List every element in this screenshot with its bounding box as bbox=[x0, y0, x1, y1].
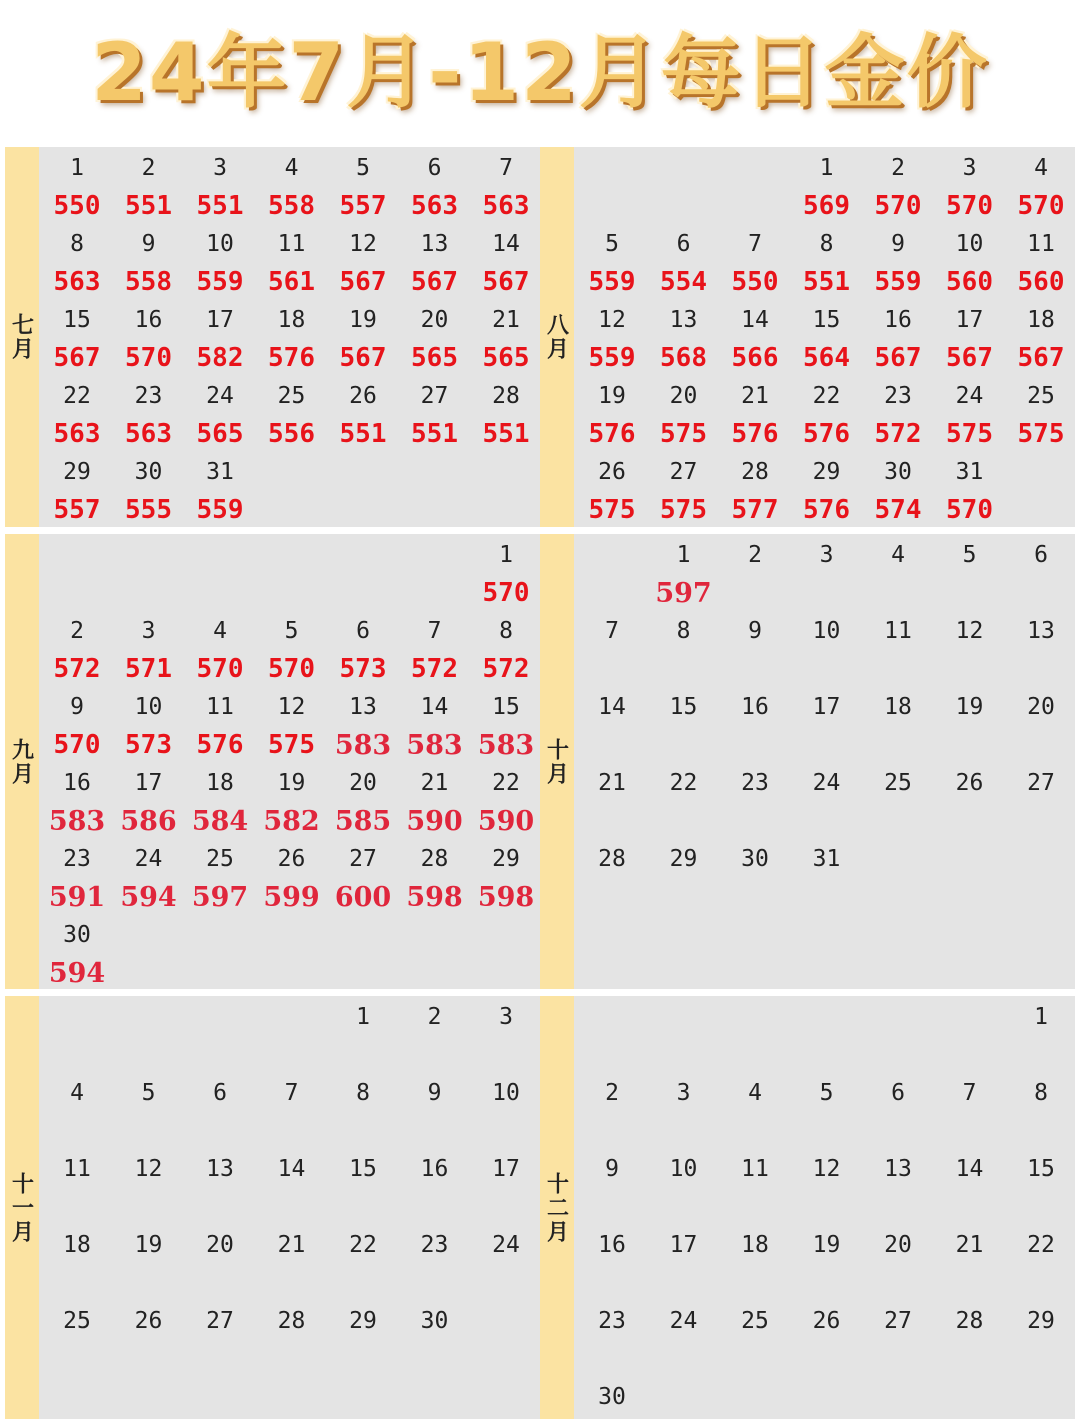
month-label-text: 十一月 bbox=[8, 1171, 35, 1244]
gold-price: 570 bbox=[196, 654, 244, 684]
day-number: 15 bbox=[812, 307, 841, 333]
day-number: 29 bbox=[349, 1308, 377, 1334]
day-number: 3 bbox=[141, 618, 156, 644]
day-number: 9 bbox=[70, 694, 84, 720]
day-number: 30 bbox=[598, 1384, 626, 1410]
day-number: 16 bbox=[420, 1156, 449, 1182]
gold-price: 560 bbox=[946, 267, 993, 297]
month-panel bbox=[540, 534, 1075, 989]
gold-price: 572 bbox=[482, 654, 530, 684]
gold-price: 584 bbox=[191, 806, 249, 837]
gold-price: 582 bbox=[196, 343, 244, 373]
day-number: 12 bbox=[812, 1156, 841, 1182]
gold-price: 565 bbox=[482, 343, 530, 373]
gold-price: 597 bbox=[655, 578, 712, 609]
day-number: 25 bbox=[741, 1308, 769, 1334]
gold-price: 575 bbox=[1017, 419, 1065, 449]
gold-price: 586 bbox=[120, 806, 177, 837]
day-number: 30 bbox=[741, 846, 769, 872]
gold-price: 551 bbox=[482, 419, 530, 449]
day-number: 6 bbox=[676, 231, 691, 257]
day-number: 3 bbox=[213, 155, 227, 181]
day-number: 10 bbox=[206, 231, 234, 257]
gold-price: 567 bbox=[339, 343, 387, 373]
day-number: 4 bbox=[1034, 155, 1048, 181]
day-number: 12 bbox=[277, 694, 306, 720]
day-number: 5 bbox=[284, 618, 299, 644]
day-number: 18 bbox=[206, 770, 234, 796]
day-number: 27 bbox=[349, 846, 377, 872]
day-number: 17 bbox=[812, 694, 841, 720]
gold-price: 594 bbox=[120, 882, 177, 913]
day-number: 7 bbox=[748, 231, 762, 257]
gold-price: 559 bbox=[196, 495, 244, 525]
month-label bbox=[540, 147, 574, 527]
day-number: 14 bbox=[277, 1156, 306, 1182]
day-number: 5 bbox=[605, 231, 619, 257]
day-number: 23 bbox=[63, 846, 91, 872]
day-number: 28 bbox=[598, 846, 626, 872]
day-number: 26 bbox=[598, 459, 626, 485]
day-number: 19 bbox=[349, 307, 377, 333]
day-number: 24 bbox=[134, 846, 163, 872]
gold-price: 575 bbox=[660, 495, 707, 525]
gold-price: 576 bbox=[588, 419, 636, 449]
month-panel bbox=[5, 147, 540, 527]
day-number: 14 bbox=[492, 231, 520, 257]
day-number: 29 bbox=[812, 459, 841, 485]
gold-price: 572 bbox=[53, 654, 101, 684]
gold-price: 582 bbox=[263, 806, 320, 837]
day-number: 7 bbox=[962, 1080, 977, 1106]
day-number: 6 bbox=[213, 1080, 227, 1106]
day-number: 2 bbox=[748, 542, 762, 568]
month-panel bbox=[540, 147, 1075, 527]
day-number: 23 bbox=[420, 1232, 449, 1258]
day-number: 3 bbox=[962, 155, 977, 181]
day-number: 12 bbox=[955, 618, 984, 644]
day-number: 11 bbox=[741, 1156, 769, 1182]
day-number: 29 bbox=[492, 846, 520, 872]
day-number: 26 bbox=[955, 770, 984, 796]
day-number: 15 bbox=[63, 307, 91, 333]
gold-price: 575 bbox=[588, 495, 636, 525]
gold-price: 559 bbox=[874, 267, 922, 297]
day-number: 19 bbox=[277, 770, 306, 796]
gold-price: 563 bbox=[53, 419, 101, 449]
day-number: 4 bbox=[284, 155, 299, 181]
day-number: 8 bbox=[499, 618, 513, 644]
day-number: 22 bbox=[63, 383, 91, 409]
day-number: 8 bbox=[819, 231, 834, 257]
gold-price: 563 bbox=[125, 419, 172, 449]
gold-price: 563 bbox=[411, 191, 458, 221]
gold-price: 583 bbox=[477, 730, 535, 761]
day-number: 2 bbox=[141, 155, 156, 181]
day-number: 27 bbox=[884, 1308, 912, 1334]
month-panel bbox=[540, 996, 1075, 1419]
day-number: 17 bbox=[492, 1156, 520, 1182]
day-number: 4 bbox=[748, 1080, 762, 1106]
gold-price: 560 bbox=[1017, 267, 1065, 297]
day-number: 12 bbox=[349, 231, 377, 257]
day-number: 5 bbox=[962, 542, 977, 568]
gold-price: 600 bbox=[334, 882, 392, 913]
day-number: 2 bbox=[70, 618, 84, 644]
day-number: 30 bbox=[134, 459, 163, 485]
month-label bbox=[5, 147, 39, 527]
gold-price: 563 bbox=[482, 191, 530, 221]
day-number: 8 bbox=[1034, 1080, 1048, 1106]
gold-price: 551 bbox=[339, 419, 387, 449]
gold-price: 563 bbox=[53, 267, 101, 297]
gold-price: 575 bbox=[268, 730, 315, 760]
day-number: 19 bbox=[955, 694, 984, 720]
day-number: 8 bbox=[70, 231, 84, 257]
day-number: 1 bbox=[356, 1004, 370, 1030]
gold-price: 551 bbox=[803, 267, 850, 297]
day-number: 16 bbox=[884, 307, 912, 333]
day-number: 25 bbox=[884, 770, 912, 796]
day-number: 7 bbox=[284, 1080, 299, 1106]
gold-price: 572 bbox=[874, 419, 922, 449]
gold-price: 594 bbox=[48, 958, 106, 989]
day-number: 13 bbox=[206, 1156, 234, 1182]
day-number: 10 bbox=[669, 1156, 698, 1182]
day-number: 13 bbox=[420, 231, 449, 257]
day-number: 20 bbox=[884, 1232, 912, 1258]
gold-price: 557 bbox=[53, 495, 101, 525]
day-number: 26 bbox=[277, 846, 306, 872]
day-number: 9 bbox=[748, 618, 762, 644]
gold-price: 583 bbox=[406, 730, 463, 761]
day-number: 21 bbox=[420, 770, 449, 796]
day-number: 24 bbox=[812, 770, 841, 796]
day-number: 8 bbox=[676, 618, 691, 644]
gold-price: 570 bbox=[268, 654, 315, 684]
day-number: 27 bbox=[669, 459, 698, 485]
day-number: 19 bbox=[598, 383, 626, 409]
gold-price: 559 bbox=[196, 267, 244, 297]
day-number: 4 bbox=[213, 618, 227, 644]
day-number: 11 bbox=[206, 694, 234, 720]
day-number: 2 bbox=[605, 1080, 619, 1106]
day-number: 19 bbox=[812, 1232, 841, 1258]
day-number: 21 bbox=[492, 307, 520, 333]
day-number: 27 bbox=[1027, 770, 1055, 796]
day-number: 20 bbox=[1027, 694, 1055, 720]
gold-price: 598 bbox=[477, 882, 535, 913]
gold-price: 551 bbox=[125, 191, 172, 221]
day-number: 15 bbox=[669, 694, 698, 720]
day-number: 18 bbox=[1027, 307, 1055, 333]
day-number: 29 bbox=[1027, 1308, 1055, 1334]
day-number: 5 bbox=[356, 155, 370, 181]
day-number: 5 bbox=[141, 1080, 156, 1106]
day-number: 1 bbox=[1034, 1004, 1048, 1030]
month-label-text: 八月 bbox=[543, 313, 570, 361]
day-number: 15 bbox=[349, 1156, 377, 1182]
page-title: 24年7月-12月每日金价 bbox=[91, 26, 989, 119]
day-number: 24 bbox=[492, 1232, 520, 1258]
day-number: 15 bbox=[1027, 1156, 1055, 1182]
gold-price: 567 bbox=[482, 267, 530, 297]
gold-price: 583 bbox=[48, 806, 106, 837]
gold-price: 583 bbox=[334, 730, 392, 761]
day-number: 21 bbox=[955, 1232, 984, 1258]
day-number: 26 bbox=[349, 383, 377, 409]
day-number: 25 bbox=[277, 383, 306, 409]
gold-price: 576 bbox=[268, 343, 315, 373]
gold-price: 597 bbox=[191, 882, 249, 913]
gold-price: 574 bbox=[874, 495, 922, 525]
day-number: 14 bbox=[598, 694, 626, 720]
month-label bbox=[5, 996, 39, 1419]
gold-price: 576 bbox=[196, 730, 244, 760]
day-number: 3 bbox=[819, 542, 834, 568]
gold-price: 555 bbox=[125, 495, 172, 525]
day-number: 5 bbox=[819, 1080, 834, 1106]
gold-price: 557 bbox=[339, 191, 387, 221]
day-number: 4 bbox=[891, 542, 905, 568]
day-number: 26 bbox=[134, 1308, 163, 1334]
gold-price: 567 bbox=[1017, 343, 1065, 373]
day-number: 24 bbox=[669, 1308, 698, 1334]
day-number: 30 bbox=[420, 1308, 449, 1334]
day-number: 10 bbox=[955, 231, 984, 257]
day-number: 28 bbox=[955, 1308, 984, 1334]
day-number: 7 bbox=[499, 155, 513, 181]
day-number: 16 bbox=[134, 307, 163, 333]
gold-price: 576 bbox=[803, 419, 850, 449]
day-number: 1 bbox=[819, 155, 834, 181]
day-number: 18 bbox=[741, 1232, 769, 1258]
gold-price: 550 bbox=[53, 191, 101, 221]
day-number: 26 bbox=[812, 1308, 841, 1334]
day-number: 6 bbox=[427, 155, 442, 181]
day-number: 23 bbox=[598, 1308, 626, 1334]
day-number: 17 bbox=[669, 1232, 698, 1258]
month-label bbox=[5, 534, 39, 989]
day-number: 17 bbox=[955, 307, 984, 333]
day-number: 22 bbox=[349, 1232, 377, 1258]
day-number: 11 bbox=[63, 1156, 91, 1182]
gold-price: 570 bbox=[53, 730, 101, 760]
month-label-text: 十月 bbox=[543, 737, 570, 786]
gold-price: 551 bbox=[411, 419, 458, 449]
day-number: 10 bbox=[134, 694, 163, 720]
day-number: 2 bbox=[891, 155, 905, 181]
day-number: 11 bbox=[277, 231, 306, 257]
day-number: 28 bbox=[492, 383, 520, 409]
gold-price: 550 bbox=[731, 267, 779, 297]
day-number: 14 bbox=[741, 307, 769, 333]
gold-price: 570 bbox=[125, 343, 172, 373]
day-number: 22 bbox=[812, 383, 841, 409]
month-panel bbox=[5, 534, 540, 989]
day-number: 28 bbox=[741, 459, 769, 485]
day-number: 7 bbox=[427, 618, 442, 644]
day-number: 21 bbox=[277, 1232, 306, 1258]
gold-price: 561 bbox=[268, 267, 315, 297]
day-number: 14 bbox=[420, 694, 449, 720]
day-number: 12 bbox=[134, 1156, 163, 1182]
day-number: 30 bbox=[63, 922, 91, 948]
gold-price: 554 bbox=[660, 267, 707, 297]
day-number: 11 bbox=[884, 618, 912, 644]
day-number: 13 bbox=[349, 694, 377, 720]
gold-price: 570 bbox=[946, 495, 993, 525]
gold-price: 576 bbox=[731, 419, 779, 449]
day-number: 22 bbox=[1027, 1232, 1055, 1258]
day-number: 1 bbox=[676, 542, 691, 568]
day-number: 13 bbox=[1027, 618, 1055, 644]
day-number: 2 bbox=[427, 1004, 442, 1030]
gold-price: 565 bbox=[196, 419, 244, 449]
day-number: 28 bbox=[277, 1308, 306, 1334]
gold-price: 575 bbox=[946, 419, 993, 449]
day-number: 31 bbox=[955, 459, 984, 485]
day-number: 20 bbox=[349, 770, 377, 796]
gold-price: 575 bbox=[660, 419, 707, 449]
gold-price: 559 bbox=[588, 343, 636, 373]
day-number: 16 bbox=[598, 1232, 626, 1258]
day-number: 20 bbox=[206, 1232, 234, 1258]
gold-price: 558 bbox=[268, 191, 315, 221]
month-label-text: 十二月 bbox=[543, 1171, 570, 1244]
day-number: 9 bbox=[141, 231, 156, 257]
day-number: 21 bbox=[598, 770, 626, 796]
gold-price: 598 bbox=[406, 882, 463, 913]
gold-price: 570 bbox=[946, 191, 993, 221]
month-label bbox=[540, 534, 574, 989]
month-panel bbox=[5, 996, 540, 1419]
day-number: 25 bbox=[1027, 383, 1055, 409]
gold-price: 573 bbox=[339, 654, 387, 684]
day-number: 27 bbox=[420, 383, 449, 409]
day-number: 31 bbox=[206, 459, 234, 485]
month-label-text: 九月 bbox=[8, 737, 35, 786]
day-number: 13 bbox=[669, 307, 698, 333]
gold-price: 559 bbox=[588, 267, 636, 297]
gold-price: 571 bbox=[125, 654, 172, 684]
day-number: 18 bbox=[884, 694, 912, 720]
day-number: 16 bbox=[63, 770, 91, 796]
day-number: 12 bbox=[598, 307, 626, 333]
day-number: 20 bbox=[669, 383, 698, 409]
gold-price: 590 bbox=[406, 806, 463, 837]
gold-price: 551 bbox=[196, 191, 244, 221]
gold-price: 569 bbox=[803, 191, 850, 221]
day-number: 9 bbox=[605, 1156, 619, 1182]
day-number: 6 bbox=[356, 618, 370, 644]
day-number: 15 bbox=[492, 694, 520, 720]
day-number: 10 bbox=[812, 618, 841, 644]
day-number: 23 bbox=[884, 383, 912, 409]
day-number: 23 bbox=[741, 770, 769, 796]
day-number: 24 bbox=[955, 383, 984, 409]
gold-price: 564 bbox=[803, 343, 850, 373]
day-number: 18 bbox=[277, 307, 306, 333]
day-number: 3 bbox=[676, 1080, 691, 1106]
day-number: 20 bbox=[420, 307, 449, 333]
gold-price: 590 bbox=[477, 806, 535, 837]
day-number: 22 bbox=[669, 770, 698, 796]
gold-price: 576 bbox=[803, 495, 850, 525]
day-number: 24 bbox=[206, 383, 234, 409]
day-number: 21 bbox=[741, 383, 769, 409]
day-number: 9 bbox=[427, 1080, 442, 1106]
day-number: 25 bbox=[206, 846, 234, 872]
day-number: 10 bbox=[492, 1080, 520, 1106]
gold-price: 558 bbox=[125, 267, 172, 297]
day-number: 4 bbox=[70, 1080, 84, 1106]
day-number: 14 bbox=[955, 1156, 984, 1182]
gold-price: 570 bbox=[1017, 191, 1065, 221]
day-number: 19 bbox=[134, 1232, 163, 1258]
gold-price: 556 bbox=[268, 419, 315, 449]
gold-price: 572 bbox=[411, 654, 458, 684]
day-number: 29 bbox=[63, 459, 91, 485]
gold-price: 591 bbox=[48, 882, 106, 913]
gold-price: 599 bbox=[263, 882, 320, 913]
gold-price: 570 bbox=[874, 191, 922, 221]
day-number: 6 bbox=[1034, 542, 1048, 568]
day-number: 27 bbox=[206, 1308, 234, 1334]
day-number: 28 bbox=[420, 846, 449, 872]
day-number: 3 bbox=[499, 1004, 513, 1030]
gold-price: 573 bbox=[125, 730, 172, 760]
gold-price: 568 bbox=[660, 343, 707, 373]
gold-price: 566 bbox=[731, 343, 779, 373]
gold-price: 565 bbox=[411, 343, 458, 373]
gold-price: 577 bbox=[731, 495, 779, 525]
day-number: 6 bbox=[891, 1080, 905, 1106]
gold-price: 585 bbox=[334, 806, 392, 837]
day-number: 16 bbox=[741, 694, 769, 720]
day-number: 25 bbox=[63, 1308, 91, 1334]
day-number: 9 bbox=[891, 231, 905, 257]
day-number: 18 bbox=[63, 1232, 91, 1258]
gold-price: 567 bbox=[874, 343, 922, 373]
day-number: 23 bbox=[134, 383, 163, 409]
day-number: 8 bbox=[356, 1080, 370, 1106]
day-number: 17 bbox=[134, 770, 163, 796]
gold-price: 567 bbox=[411, 267, 458, 297]
month-label bbox=[540, 996, 574, 1419]
day-number: 1 bbox=[70, 155, 84, 181]
day-number: 22 bbox=[492, 770, 520, 796]
day-number: 13 bbox=[884, 1156, 912, 1182]
day-number: 7 bbox=[605, 618, 619, 644]
day-number: 31 bbox=[812, 846, 841, 872]
day-number: 17 bbox=[206, 307, 234, 333]
gold-price: 567 bbox=[339, 267, 387, 297]
day-number: 30 bbox=[884, 459, 912, 485]
month-label-text: 七月 bbox=[8, 313, 35, 361]
gold-price: 567 bbox=[946, 343, 993, 373]
gold-price: 570 bbox=[482, 578, 530, 608]
day-number: 1 bbox=[499, 542, 513, 568]
gold-price: 567 bbox=[53, 343, 101, 373]
day-number: 29 bbox=[669, 846, 698, 872]
day-number: 11 bbox=[1027, 231, 1055, 257]
